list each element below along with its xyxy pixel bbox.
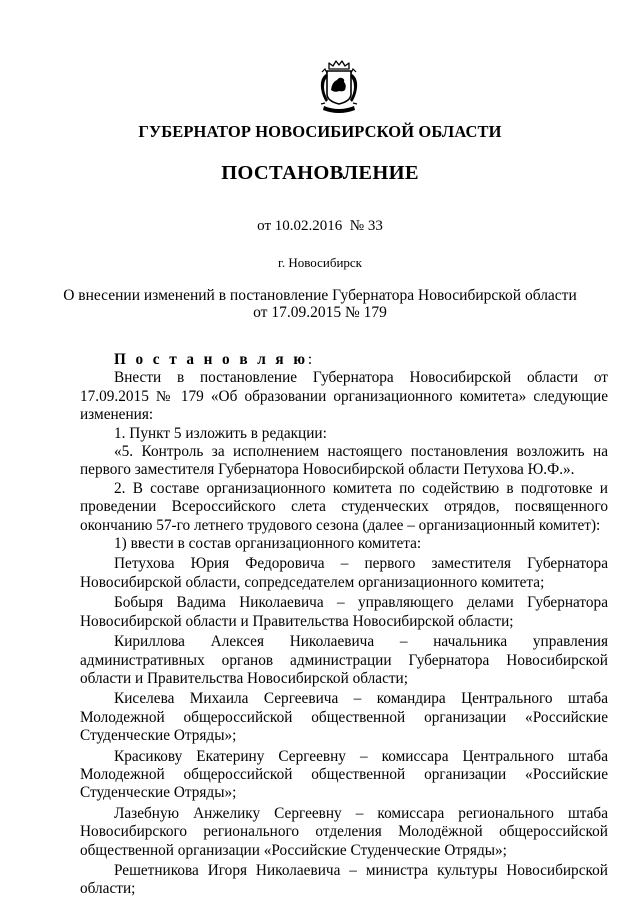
decree-colon: : xyxy=(307,351,313,368)
subject-line-2: от 17.09.2015 № 179 xyxy=(253,304,387,321)
decree-heading xyxy=(80,351,608,369)
document-type-title: ПОСТАНОВЛЕНИЕ xyxy=(221,162,419,184)
body-paragraph: «5. Контроль за исполнением настоящего постановления возложить на первого заместителя Губернатора Новосибирской области Петухова Ю.Ф.». xyxy=(80,443,608,479)
document-body xyxy=(80,351,608,899)
decree-word: П о с т а н о в л я ю xyxy=(114,351,308,368)
body-paragraph: Лазебную Анжелику Сергеевну – комиссара регионального штаба Новосибирского регионального отделения Молодёжной общероссийской общественной организации «Российские Студенческие Отряды»; xyxy=(80,804,608,859)
body-paragraph: Красикову Екатерину Сергеевну – комиссара Центрального штаба Молодежной общероссийской общественной организации «Российские Студенческие Отряды»; xyxy=(80,747,608,802)
issuer-title: ГУБЕРНАТОР НОВОСИБИРСКОЙ ОБЛАСТИ xyxy=(138,122,502,141)
body-paragraph: Внести в постановление Губернатора Новосибирской области от 17.09.2015 № 179 «Об образовании организационного комитета» следующие изменения: xyxy=(80,369,608,424)
body-paragraph: 2. В составе организационного комитета по содействию в подготовке и проведении Всероссийского слета студенческих отрядов, посвященного окончанию 57-го летнего трудового сезона (далее – организационный комитет): xyxy=(80,479,608,534)
body-paragraph: Кириллова Алексея Николаевича – начальника управления административных органов администрации Губернатора Новосибирской области и Правительства Новосибирской области; xyxy=(80,633,608,687)
body-paragraph: Решетникова Игоря Николаевича – министра культуры Новосибирской области; xyxy=(80,861,608,898)
subject-line-1: О внесении изменений в постановление Губернатора Новосибирской области xyxy=(63,287,577,304)
body-paragraph: 1. Пункт 5 изложить в редакции: xyxy=(114,424,327,442)
document-date-number: от 10.02.2016 № 33 xyxy=(257,218,383,234)
coat-of-arms-icon xyxy=(317,60,361,117)
body-paragraph: Петухова Юрия Федоровича – первого заместителя Губернатора Новосибирской области, сопредседателем организационного комитета; xyxy=(80,555,608,591)
body-paragraph: 1) ввести в состав организационного комитета: xyxy=(114,535,422,553)
document-city: г. Новосибирск xyxy=(277,255,362,270)
body-paragraph: Киселева Михаила Сергеевича – командира Центрального штаба Молодежной общероссийской общественной организации «Российские Студенческие Отряды»; xyxy=(80,690,608,745)
body-paragraph: Бобыря Вадима Николаевича – управляющего делами Губернатора Новосибирской области и Правительства Новосибирской области; xyxy=(80,594,608,630)
document-subject xyxy=(0,287,640,321)
